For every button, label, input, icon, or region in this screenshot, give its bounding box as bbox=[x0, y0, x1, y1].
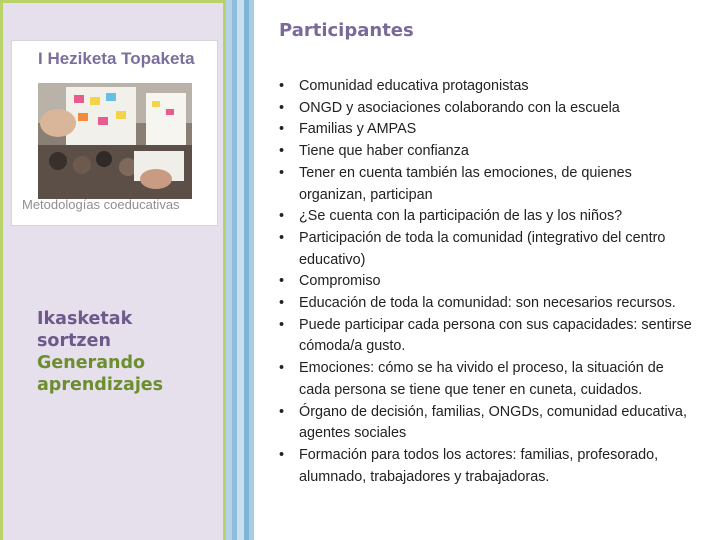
list-item-text: Participación de toda la comunidad (integrativo del centro educativo) bbox=[299, 229, 666, 268]
list-item-text: Tener en cuenta también las emociones, de quienes organizan, participan bbox=[299, 164, 632, 203]
list-item-text: Emociones: cómo se ha vivido el proceso, la situación de cada persona se tiene que tener en cuneta, cuidados. bbox=[299, 360, 664, 398]
logo-title: I Heziketa Topaketa bbox=[38, 49, 195, 68]
list-item bbox=[276, 76, 696, 98]
list-item bbox=[276, 206, 696, 228]
workshop-photo bbox=[38, 83, 192, 199]
bullet-icon: • bbox=[279, 446, 285, 463]
bullet-icon: • bbox=[279, 403, 285, 420]
list-item-text: ¿Se cuenta con la participación de las y los niños? bbox=[299, 208, 623, 225]
bullet-icon: • bbox=[279, 273, 285, 290]
list-item bbox=[276, 228, 696, 271]
sidebar-heading bbox=[37, 308, 187, 396]
list-item-text: Puede participar cada persona con sus capacidades: sentirse cómoda/a gusto. bbox=[299, 316, 692, 355]
list-item-text: Órgano de decisión, familias, ONGDs, comunidad educativa, agentes sociales bbox=[299, 403, 687, 442]
bullet-icon: • bbox=[279, 360, 285, 377]
stripe bbox=[237, 0, 244, 540]
sidebar-heading-basque: Ikasketak sortzen bbox=[37, 309, 133, 351]
logo-subtitle: Metodologías coeducativas bbox=[22, 197, 180, 212]
event-logo-card bbox=[11, 40, 218, 226]
left-sidebar bbox=[0, 0, 226, 540]
list-item bbox=[276, 315, 696, 358]
list-item bbox=[276, 293, 696, 315]
list-item bbox=[276, 402, 696, 445]
list-item bbox=[276, 358, 696, 401]
list-item-text: Comunidad educativa protagonistas bbox=[299, 78, 529, 94]
sidebar-heading-spanish: Generando aprendizajes bbox=[37, 353, 164, 395]
slide-title: Participantes bbox=[279, 20, 414, 41]
list-item-text: Formación para todos los actores: familias, profesorado, alumnado, trabajadores y trabajadoras. bbox=[299, 446, 659, 485]
bullet-icon: • bbox=[279, 164, 285, 181]
bullet-icon: • bbox=[279, 121, 285, 138]
list-item-text: Tiene que haber confianza bbox=[299, 143, 469, 160]
bullet-icon: • bbox=[279, 208, 285, 225]
bullet-icon: • bbox=[279, 229, 285, 246]
participants-list bbox=[276, 76, 696, 488]
stripe bbox=[249, 0, 254, 540]
list-item-text: Educación de toda la comunidad: son necesarios recursos. bbox=[299, 295, 676, 312]
bullet-icon: • bbox=[279, 78, 285, 94]
decorative-stripes bbox=[226, 0, 254, 540]
bullet-icon: • bbox=[279, 316, 285, 333]
list-item bbox=[276, 119, 696, 141]
bullet-icon: • bbox=[279, 99, 285, 116]
list-item bbox=[276, 163, 696, 206]
list-item-text: Compromiso bbox=[299, 273, 381, 290]
list-item bbox=[276, 445, 696, 488]
list-item-text: Familias y AMPAS bbox=[299, 121, 417, 138]
list-item bbox=[276, 141, 696, 163]
list-item bbox=[276, 271, 696, 293]
bullet-icon: • bbox=[279, 295, 285, 312]
list-item-text: ONGD y asociaciones colaborando con la escuela bbox=[299, 99, 620, 116]
bullet-icon: • bbox=[279, 143, 285, 160]
list-item bbox=[276, 98, 696, 120]
